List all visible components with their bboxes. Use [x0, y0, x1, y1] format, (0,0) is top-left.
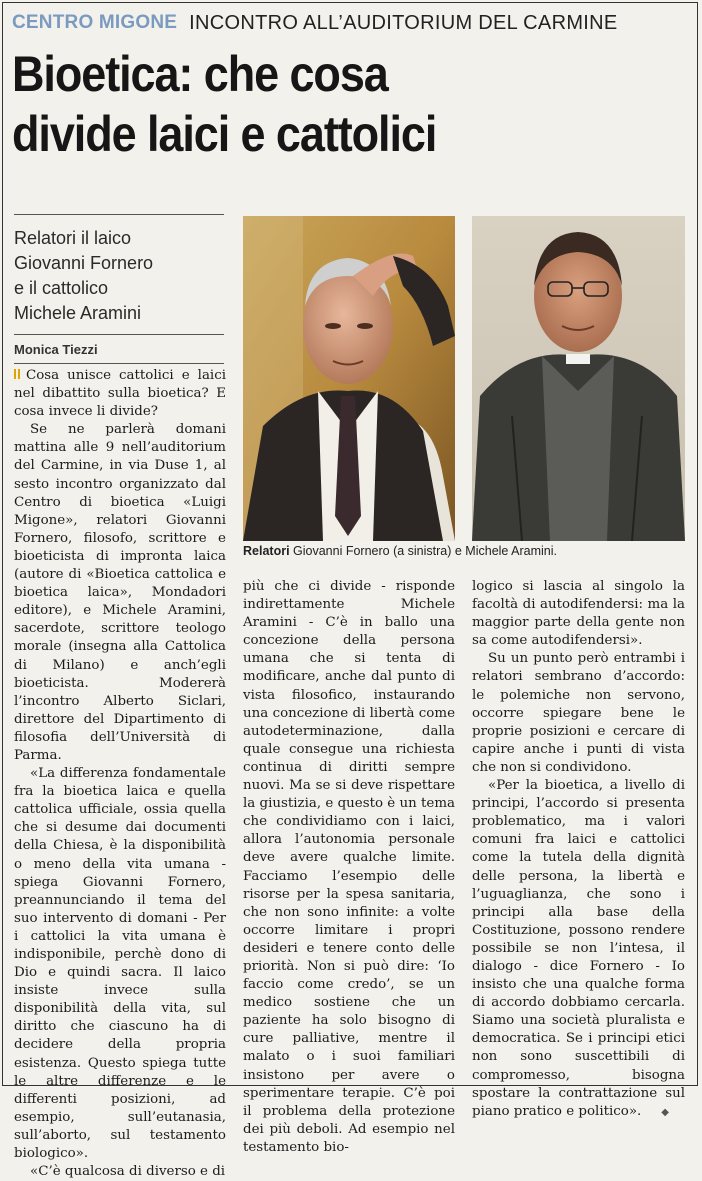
paragraph-text: «Per la bioetica, a livello di principi, l’accordo si presenta problematico, ma i valori comuni fra laici e cattolici come la tutela della dignità delle persona, la libertà e l’uguaglianza, che sono i principi alla base della Costituzione, possono rendere possibile se non l’intesa, il dialogo - dice Fornero - Io insisto che una qualche forma di accordo dobbiamo cercarla. Siamo una società pluralista e democratica. Se i principi etici non sono suscettibili di compromesso, bisogna spostare la contrattazione sul piano pratico e politico». [472, 778, 685, 1119]
paragraph: Se ne parlerà domani mattina alle 9 nell’auditorium del Carmine, in via Duse 1, al sesto incontro organizzato dal Centro di bioetica «Luigi Migone», relatori Giovanni Fornero, filosofo, scrittore e bioeticista di impronta laica (autore di «Bioetica cattolica e bioetica laica», Mondadori editore), e Michele Aramini, sacerdote, scrittore teologo morale (insegna alla Cattolica di Milano) e anch’egli bioeticista. Modererà l’incontro Alberto Siclari, direttore del Dipartimento di filosofia dell’Università di Parma. [14, 422, 226, 763]
photo-caption [243, 544, 683, 558]
photo-aramini [472, 216, 685, 541]
portrait-aramini-illustration [472, 216, 685, 541]
deck-bottom-rule [14, 334, 224, 335]
portrait-fornero-illustration [243, 216, 455, 541]
end-mark-icon: ◆ [661, 1106, 669, 1118]
paragraph: «C’è qualcosa di diverso e di [30, 1164, 226, 1180]
paragraph-text: Cosa unisce cattolici e laici nel dibattito sulla bioetica? E cosa invece li divide? [14, 368, 226, 420]
column-1 [14, 367, 226, 1181]
paragraph [472, 777, 685, 1122]
paragraph [14, 367, 226, 421]
photo-fornero [243, 216, 455, 541]
paragraph: più che ci divide - risponde indirettamente Michele Aramini - C’è in ballo una concezione della persona umana che si tenta di modificare, anche dal punto di vista filosofico, instaurando una concezione di libertà come autodeterminazione, dalla quale consegue una richiesta continua di diritti sempre nuovi. Ma se si deve rispettare la giustizia, e questo è un tema che condividiamo con i laici, allora l’autonomia personale deve avere qualche limite. Facciamo l’esempio delle risorse per la spesa sanitaria, che non sono infinite: a volte occorre limitare i propri desideri e tenere conto delle priorità. Non si può dire: ‘Io faccio come credo’, se un medico sostiene che un paziente ha solo bisogno di cure palliative, mentre il malato o i suoi familiari insistono per avere o sperimentare terapie. C’è poi il problema della protezione dei più deboli. Ad esempio nel testamento bio- [243, 579, 455, 1155]
drop-mark-icon [14, 369, 20, 379]
deck-line-1: Relatori il laico [14, 228, 132, 248]
column-3 [472, 578, 685, 1122]
byline-rule [14, 363, 224, 364]
deck-line-2: Giovanni Fornero [14, 253, 154, 273]
byline: Monica Tiezzi [14, 342, 98, 357]
deck-line-4: Michele Aramini [14, 303, 142, 323]
section-subtitle: INCONTRO ALL’AUDITORIUM DEL CARMINE [189, 11, 618, 34]
caption-text: Giovanni Fornero (a sinistra) e Michele Aramini. [289, 544, 558, 558]
headline [12, 44, 692, 164]
kicker [12, 10, 618, 36]
column-2 [243, 578, 455, 1157]
deck-top-rule [14, 214, 224, 215]
caption-label: Relatori [243, 544, 290, 558]
deck-line-3: e il cattolico [14, 278, 109, 298]
deck [14, 226, 224, 326]
section-tag: CENTRO MIGONE [12, 12, 178, 33]
paragraph: logico si lascia al singolo la facoltà di autodifendersi: ma la maggior parte della gente non sa come autodifendersi». [472, 579, 685, 649]
headline-line-2: divide laici e cattolici [12, 106, 437, 162]
headline-line-1: Bioetica: che cosa [12, 46, 388, 102]
paragraph: «La differenza fondamentale fra la bioetica laica e quella cattolica ufficiale, ossia quella che si desume dai documenti della Chiesa, è la disponibilità o meno della vita umana - spiega Giovanni Fornero, preannunciando il tema del suo intervento di domani - Per i cattolici la vita umana è indisponibile, perchè dono di Dio e quindi sacra. Il laico insiste invece sulla disponibilità della vita, sul diritto che ciascuno ha di decidere della propria esistenza. Questo spiega tutte le altre differenze e le differenti posizioni, ad esempio, sull’eutanasia, sull’aborto, sul testamento biologico». [14, 766, 226, 1162]
paragraph: Su un punto però entrambi i relatori sembrano d’accordo: le polemiche non servono, occorre spiegare bene le proprie posizioni e cercare di capire anche i punti di vista che non si condividono. [472, 651, 685, 775]
